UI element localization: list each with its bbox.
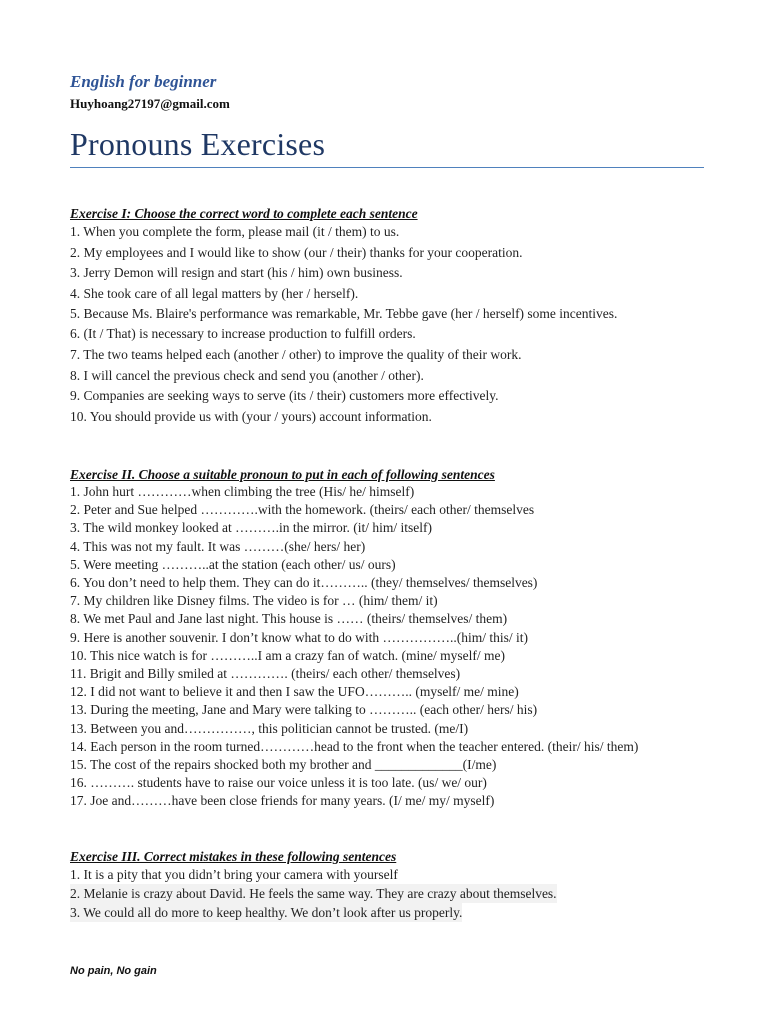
exercise-item: 8. We met Paul and Jane last night. This house is …… (theirs/ themselves/ them) <box>70 611 508 627</box>
exercise-item: 2. My employees and I would like to show (our / their) thanks for your cooperation. <box>70 244 523 260</box>
exercise-item: 5. Were meeting ………..at the station (each other/ us/ ours) <box>70 556 396 572</box>
exercise-3 <box>70 849 710 922</box>
exercise-item: 12. I did not want to believe it and then I saw the UFO……….. (myself/ me/ mine) <box>70 684 519 700</box>
exercise-item: 3. Jerry Demon will resign and start (his / him) own business. <box>70 265 403 281</box>
exercise-item: 6. You don’t need to help them. They can do it……….. (they/ themselves/ themselves) <box>70 575 538 591</box>
exercise-1-heading: Exercise I: Choose the correct word to complete each sentence <box>70 206 418 221</box>
header-title: English for beginner <box>70 72 217 91</box>
exercise-item: 9. Here is another souvenir. I don’t know what to do with ……………..(him/ this/ it) <box>70 629 528 645</box>
exercise-item: 6. (It / That) is necessary to increase production to fulfill orders. <box>70 326 416 342</box>
exercise-item: 16. ………. students have to raise our voice unless it is too late. (us/ we/ our) <box>70 775 487 791</box>
exercise-item: 10. This nice watch is for ………..I am a crazy fan of watch. (mine/ myself/ me) <box>70 647 505 663</box>
exercise-item: 2. Melanie is crazy about David. He feels the same way. They are crazy about themselves. <box>70 886 557 901</box>
exercise-item: 3. The wild monkey looked at ……….in the mirror. (it/ him/ itself) <box>70 520 432 536</box>
exercise-item: 7. The two teams helped each (another / other) to improve the quality of their work. <box>70 346 522 362</box>
exercise-item: 1. It is a pity that you didn’t bring your camera with yourself <box>70 867 398 882</box>
exercise-item: 13. Between you and……………, this politician cannot be trusted. (me/I) <box>70 720 469 736</box>
exercise-item: 5. Because Ms. Blaire's performance was remarkable, Mr. Tebbe gave (her / herself) some incentives. <box>70 306 618 322</box>
exercise-item: 1. When you complete the form, please mail (it / them) to us. <box>70 224 400 239</box>
title-divider <box>70 167 704 168</box>
footer-motto: No pain, No gain <box>70 965 157 977</box>
exercise-1 <box>70 206 710 427</box>
exercise-item: 10. You should provide us with (your / yours) account information. <box>70 408 432 424</box>
exercise-item: 11. Brigit and Billy smiled at …………. (theirs/ each other/ themselves) <box>70 666 461 682</box>
exercise-item: 4. This was not my fault. It was ………(she/ hers/ her) <box>70 538 366 554</box>
exercise-item: 8. I will cancel the previous check and send you (another / other). <box>70 367 424 383</box>
exercise-2 <box>70 467 710 810</box>
exercise-item: 3. We could all do more to keep healthy. We don’t look after us properly. <box>70 905 463 920</box>
exercise-item: 2. Peter and Sue helped ………….with the homework. (theirs/ each other/ themselves <box>70 502 535 518</box>
exercise-3-heading: Exercise III. Correct mistakes in these following sentences <box>70 849 397 864</box>
header-email: Huyhoang27197@gmail.com <box>70 96 230 111</box>
exercise-item: 14. Each person in the room turned…………head to the front when the teacher entered. (their/ his/ them) <box>70 738 639 754</box>
exercise-item: 1. John hurt …………when climbing the tree (His/ he/ himself) <box>70 484 415 499</box>
exercise-item: 9. Companies are seeking ways to serve (its / their) customers more effectively. <box>70 388 499 404</box>
exercise-item: 7. My children like Disney films. The video is for … (him/ them/ it) <box>70 593 438 609</box>
exercise-item: 15. The cost of the repairs shocked both my brother and _____________(I/me) <box>70 756 497 772</box>
exercise-item: 17. Joe and………have been close friends for many years. (I/ me/ my/ myself) <box>70 793 495 809</box>
exercise-item: 13. During the meeting, Jane and Mary were talking to ……….. (each other/ hers/ his) <box>70 702 538 718</box>
exercise-item: 4. She took care of all legal matters by (her / herself). <box>70 285 359 301</box>
page-title: Pronouns Exercises <box>70 126 326 162</box>
exercise-2-heading: Exercise II. Choose a suitable pronoun to put in each of following sentences <box>70 467 495 482</box>
